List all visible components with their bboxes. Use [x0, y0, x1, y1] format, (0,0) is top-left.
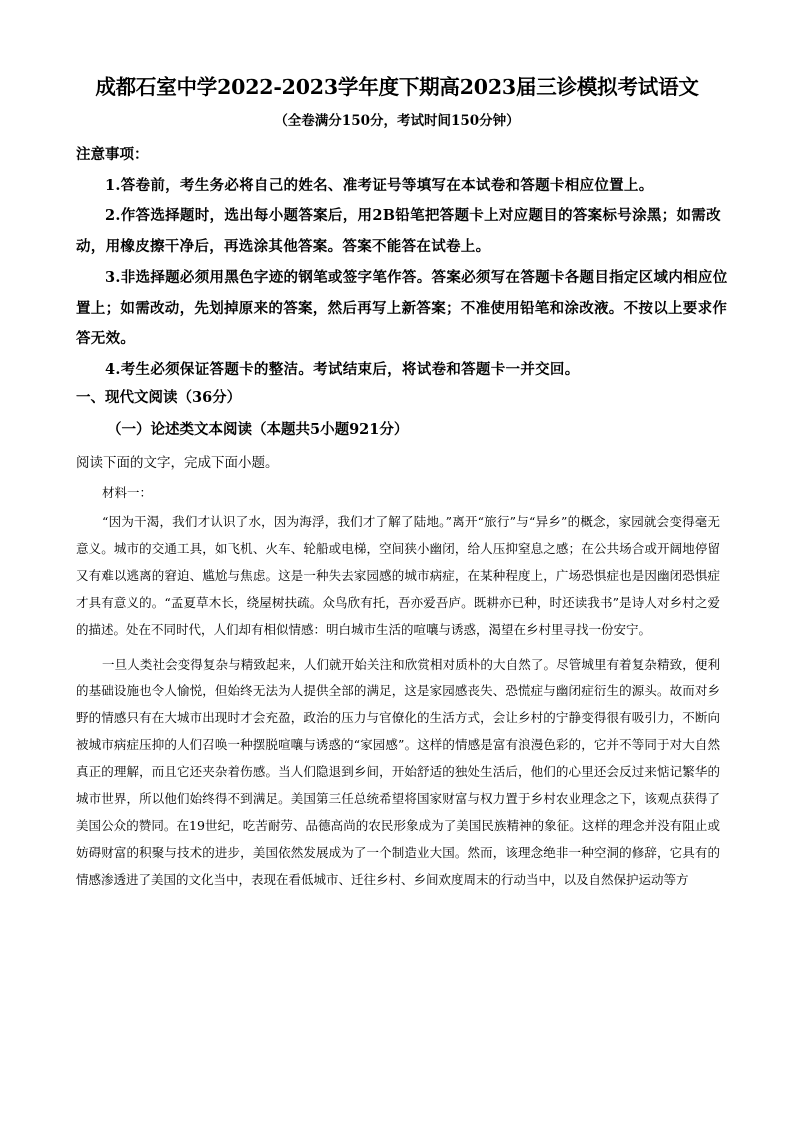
reading-instruction: 阅读下面的文字，完成下面小题。	[76, 455, 279, 471]
note-item-3: 3.非选择题必须用黑色字迹的钢笔或签字笔作答。答案必须写在答题卡各题目指定区域内相应位置上；如需改动，先划掉原来的答案，然后再写上新答案；不准使用铅笔和涂改液。不按以上要求作答无效。	[76, 268, 728, 348]
note-item-1: 1.答卷前，考生务必将自己的姓名、准考证号等填写在本试卷和答题卡相应位置上。	[105, 176, 654, 194]
material-text	[76, 509, 720, 894]
exam-subtitle: （全卷满分150分，考试时间150分钟）	[274, 113, 520, 129]
material-paragraph-2: 一旦人类社会变得复杂与精致起来，人们就开始关注和欣赏相对质朴的大自然了。尽管城里有着复杂精致，便利的基础设施也令人愉悦，但始终无法为人提供全部的满足，这是家园感丧失、恐慌症与幽闭症衍生的源头。故而对乡野的情感只有在大城市出现时才会充盈，政治的压力与官僚化的生活方式，会让乡村的宁静变得很有吸引力，不断向被城市病症压抑的人们召唤一种摆脱喧嚷与诱惑的“家园感”。这样的情感是富有浪漫色彩的，它并不等同于对大自然真正的理解，而且它还夹杂着伤感。当人们隐退到乡间，开始舒适的独处生活后，他们的心里还会反过来惦记繁华的城市世界，所以他们始终得不到满足。美国第三任总统希望将国家财富与权力置于乡村农业理念之下，该观点获得了美国公众的赞同。在19世纪，吃苦耐劳、品德高尚的农民形象成为了美国民族精神的象征。这样的理念并没有阻止或妨碍财富的积聚与技术的进步，美国依然发展成为了一个制造业大国。然而，该理念绝非一种空洞的修辞，它具有的情感渗透进了美国的文化当中，表现在看低城市、迁往乡村、乡间欢度周末的行动当中，以及自然保护运动等方	[76, 656, 720, 887]
notes-block	[76, 140, 736, 386]
note-item-2: 2.作答选择题时，选出每小题答案后，用2B铅笔把答题卡上对应题目的答案标号涂黑；如需改动，用橡皮擦干净后，再选涂其他答案。答案不能答在试卷上。	[76, 207, 721, 256]
subsection-heading: （一）论述类文本阅读（本题共5小题921分）	[107, 421, 409, 438]
note-item-4: 4.考生必须保证答题卡的整洁。考试结束后，将试卷和答题卡一并交回。	[105, 360, 580, 378]
exam-title: 成都石室中学2022-2023学年度下期高2023届三诊模拟考试语文	[95, 75, 699, 99]
material-label: 材料一：	[102, 485, 153, 500]
notes-label: 注意事项：	[76, 146, 149, 163]
section-heading: 一、现代文阅读（36分）	[76, 389, 242, 406]
material-paragraph-1: “因为干渴，我们才认识了水，因为海浮，我们才了解了陆地。”离开“旅行”与“异乡”的概念，家园就会变得毫无意义。城市的交通工具，如飞机、火车、轮船或电梯，空间狭小幽闭，给人压抑窒息之感；在公共场合或开阔地停留又有难以逃离的窘迫、尴尬与焦虑。这是一种失去家园感的城市病症，在某种程度上，广场恐惧症也是因幽闭恐惧症才具有意义的。“孟夏草木长，绕屋树扶疏。众鸟欣有托，吾亦爱吾庐。既耕亦已种，时还读我书”是诗人对乡村之爱的描述。处在不同时代，人们却有相似情感：明白城市生活的喧嚷与诱惑，渴望在乡村里寻找一份安宁。	[76, 514, 720, 637]
